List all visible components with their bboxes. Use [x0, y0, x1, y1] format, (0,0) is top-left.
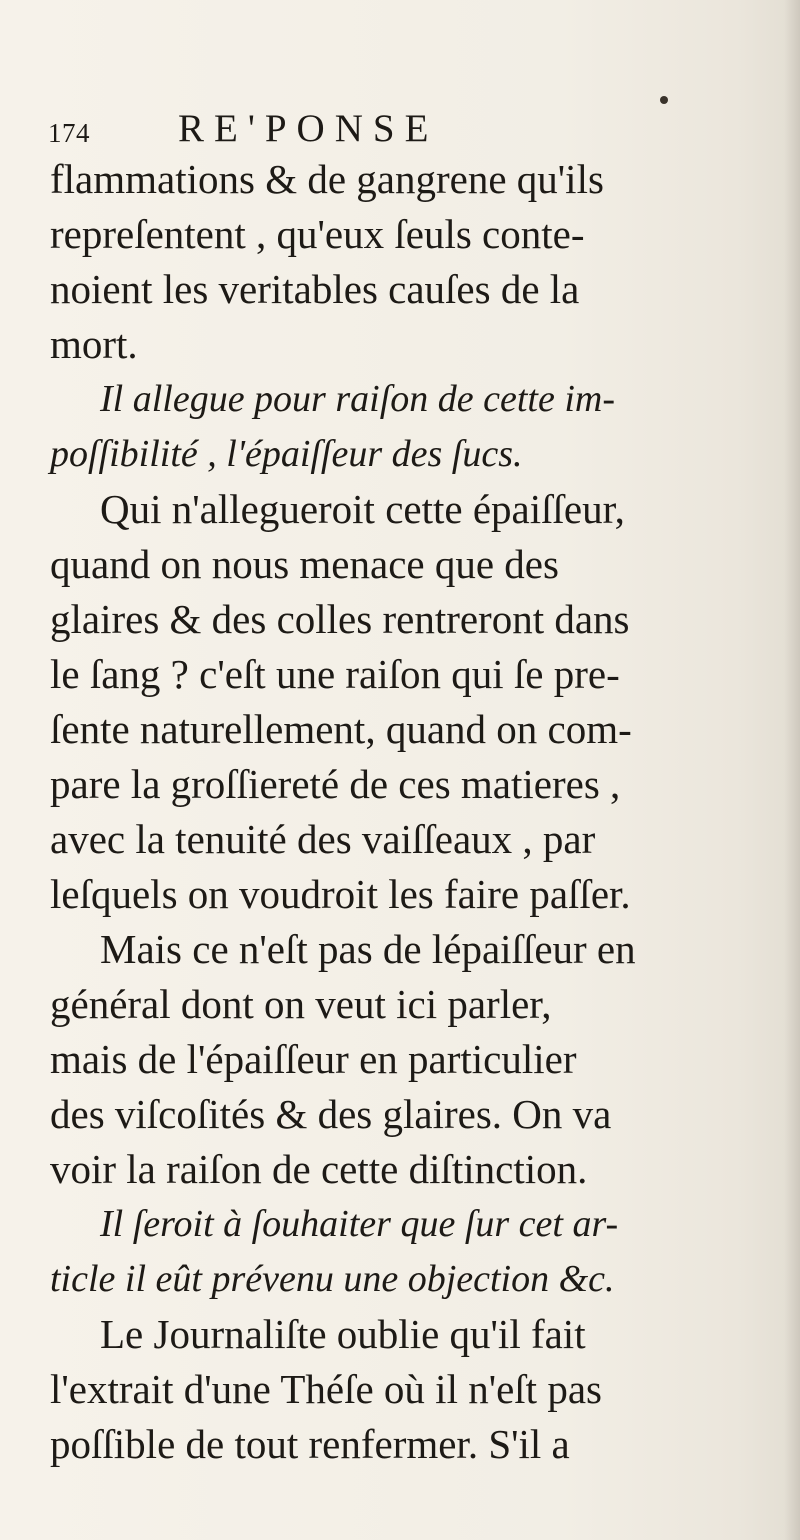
page-edge-shadow	[784, 0, 800, 1540]
italic-quote-line: Il allegue pour raiſon de cette im-	[100, 378, 615, 420]
italic-quote-line: poſſibilité , l'épaiſſeur des ſucs.	[50, 433, 523, 475]
text-line: quand on nous menace que des	[50, 541, 559, 587]
text-line: poſſible de tout renfermer. S'il a	[50, 1421, 570, 1467]
text-line: avec la tenuité des vaiſſeaux , par	[50, 816, 596, 862]
italic-quote-line: Il ſeroit à ſouhaiter que ſur cet ar-	[100, 1203, 619, 1245]
text-line: Qui n'allegueroit cette épaiſſeur,	[100, 486, 625, 532]
text-line: repreſentent , qu'eux ſeuls conte-	[50, 211, 585, 257]
text-line: ſente naturellement, quand on com-	[50, 706, 632, 752]
italic-quote-line: ticle il eût prévenu une objection &c.	[50, 1258, 615, 1300]
text-line: voir la raiſon de cette diſtinction.	[50, 1146, 588, 1192]
running-title: RE'PONSE	[178, 107, 439, 150]
text-line: Mais ce n'eſt pas de lépaiſſeur en	[100, 926, 636, 972]
text-line: le ſang ? c'eſt une raiſon qui ſe pre-	[50, 651, 620, 697]
page-number: 174	[48, 118, 90, 148]
text-line: pare la groſſiereté de ces matieres ,	[50, 761, 621, 807]
text-line: mort.	[50, 321, 138, 367]
text-line: glaires & des colles rentreront dans	[50, 596, 630, 642]
text-line: général dont on veut ici parler,	[50, 981, 552, 1027]
text-line: Le Journaliſte oublie qu'il fait	[100, 1311, 586, 1357]
text-line: l'extrait d'une Théſe où il n'eſt pas	[50, 1366, 602, 1412]
text-line: mais de l'épaiſſeur en particulier	[50, 1036, 577, 1082]
text-line: leſquels on voudroit les faire paſſer.	[50, 871, 631, 917]
text-line: noient les veritables cauſes de la	[50, 266, 580, 312]
text-line: des viſcoſités & des glaires. On va	[50, 1091, 612, 1137]
page-header	[48, 100, 748, 150]
body-text	[50, 152, 788, 1472]
text-line: flammations & de gangrene qu'ils	[50, 156, 604, 202]
